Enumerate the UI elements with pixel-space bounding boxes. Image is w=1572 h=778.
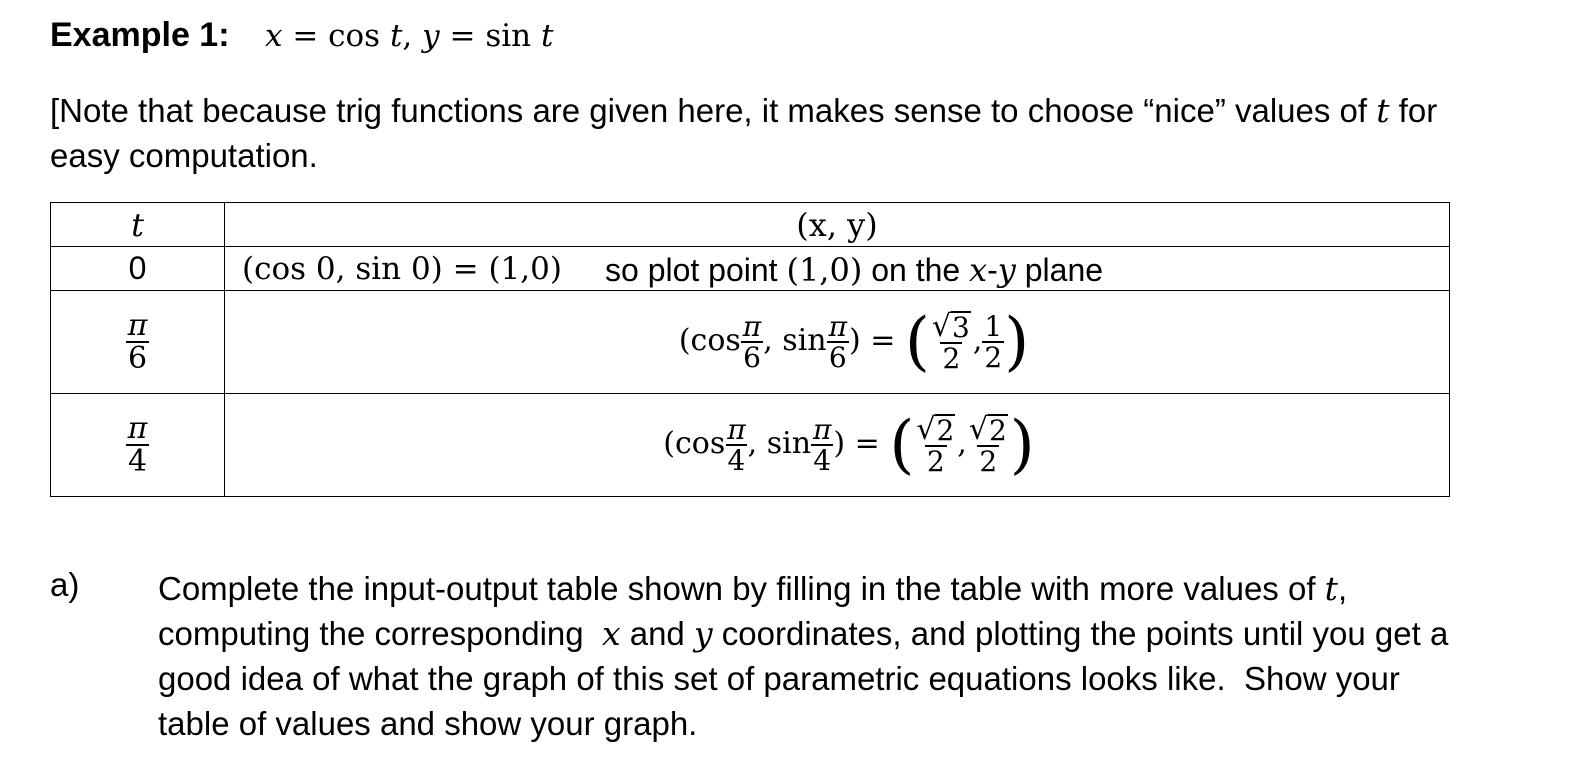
row2-sqrt-2 <box>967 411 1010 447</box>
row0-comment-point: (1,0) <box>786 251 863 289</box>
parametric-equations <box>265 18 553 54</box>
sqrt-symbol: √ <box>968 411 988 447</box>
row1-comma: , sin <box>763 323 827 358</box>
row2-comma: , sin <box>747 426 812 461</box>
part-a-text-2: , computing the corresponding <box>158 570 1357 652</box>
row2-frac1-num: π <box>727 412 746 446</box>
row1-frac2-num: π <box>828 309 847 343</box>
row0-comment-x: x <box>969 251 988 289</box>
eq-equals-1: = <box>282 18 329 54</box>
row1-frac1 <box>741 309 763 374</box>
row1-close-eq: ) = <box>848 323 905 358</box>
row1-result-frac1-den: 2 <box>942 342 961 376</box>
row2-t-den: 4 <box>127 444 148 479</box>
part-a-text-4: coordinates, and plotting the points until you get a good idea of what the graph of this set of parametric equations looks like. Show your table of values and show your graph. <box>158 615 1458 742</box>
row0-comment-dash: - <box>987 252 998 288</box>
table-header-row <box>51 203 1450 247</box>
row1-result-comma: , <box>972 323 983 358</box>
note-text-1: [Note that because trig functions are given here, it makes sense to choose “nice” values of <box>50 92 1377 129</box>
row2-frac2 <box>811 412 833 477</box>
row2-result-frac2 <box>967 411 1010 479</box>
row0-comment <box>605 251 1103 289</box>
row0-t: 0 <box>51 247 225 291</box>
row0-comment-y: y <box>997 251 1016 289</box>
row2-t <box>51 394 225 497</box>
row1-result-open-paren: ( <box>904 305 930 379</box>
table-row <box>51 247 1450 291</box>
row1-t-fraction <box>126 307 150 376</box>
note-text-2: for easy computation. <box>50 92 1438 174</box>
row2-t-fraction <box>126 410 150 479</box>
row2-sqrt1-radicand: 2 <box>936 413 955 447</box>
row1-value-cell <box>225 291 1450 394</box>
row2-result-frac1-den: 2 <box>926 445 945 479</box>
row1-result-frac2-den: 2 <box>984 341 1003 374</box>
row2-result-frac2-den: 2 <box>979 445 998 479</box>
row2-close-eq: ) = <box>833 426 890 461</box>
row2-result-close-paren: ) <box>1009 408 1035 482</box>
part-a-var-y: y <box>693 614 713 653</box>
row1-sqrt-radicand: 3 <box>952 310 970 344</box>
example-label: Example 1: <box>50 16 230 54</box>
row2-result-open-paren: ( <box>889 408 915 482</box>
row2-value-cell <box>225 394 1450 497</box>
eq-y-var: y <box>422 18 440 54</box>
example-title <box>50 16 553 55</box>
row1-result-frac2-num: 1 <box>984 309 1003 343</box>
row0-expression: (cos 0, sin 0) = (1,0) <box>242 251 562 287</box>
row2-frac1 <box>725 412 747 477</box>
input-output-table <box>50 202 1450 497</box>
row2-expression <box>663 408 1035 482</box>
row0-comment-pre: so plot point <box>605 252 787 288</box>
eq-separator: , <box>402 18 423 54</box>
row2-t-num: π <box>127 410 148 446</box>
row1-result-frac2 <box>982 309 1004 374</box>
row1-frac2 <box>827 309 849 374</box>
header-t: t <box>51 203 225 247</box>
row2-sqrt2-radicand: 2 <box>988 413 1007 447</box>
row0-comment-post: plane <box>1015 252 1104 288</box>
row1-expression <box>678 305 1030 379</box>
row2-sqrt-1 <box>914 411 957 447</box>
row2-frac2-den: 4 <box>813 444 832 477</box>
note-paragraph <box>50 88 1470 178</box>
part-a-var-t: t <box>1324 569 1338 608</box>
row1-sqrt <box>930 308 973 344</box>
row1-frac1-den: 6 <box>743 341 761 374</box>
row1-t-den: 6 <box>127 341 148 376</box>
row2-result-frac1 <box>914 411 957 479</box>
row2-result-comma: , <box>957 426 967 461</box>
table-row <box>51 394 1450 497</box>
part-a-instructions <box>158 566 1468 746</box>
row2-frac1-den: 4 <box>727 444 746 477</box>
row1-open: (cos <box>678 323 741 358</box>
eq-cos: cos <box>328 18 390 54</box>
row1-result-close-paren: ) <box>1004 305 1030 379</box>
part-a-text-3: and <box>620 615 694 652</box>
row0-comment-mid: on the <box>862 252 970 288</box>
part-a-var-x: x <box>601 614 621 653</box>
eq-sin: sin <box>485 18 541 54</box>
row1-t <box>51 291 225 394</box>
row1-frac1-num: π <box>742 309 762 343</box>
row1-result-frac1 <box>930 308 973 376</box>
eq-t-1: t <box>389 18 403 54</box>
part-a-text-1: Complete the input-output table shown by filling in the table with more values of <box>158 570 1325 607</box>
row2-open: (cos <box>663 426 726 461</box>
eq-x-var: x <box>264 18 283 54</box>
note-var-t: t <box>1376 91 1390 130</box>
header-xy: (x, y) <box>225 203 1450 247</box>
row0-value-cell <box>225 247 1450 291</box>
sqrt-symbol: √ <box>931 308 951 344</box>
sqrt-symbol: √ <box>916 411 936 447</box>
eq-t-2: t <box>541 18 554 54</box>
row1-t-num: π <box>127 307 148 343</box>
table-row <box>51 291 1450 394</box>
row1-frac2-den: 6 <box>828 341 847 374</box>
row2-frac2-num: π <box>813 412 832 446</box>
part-a-label: a) <box>50 566 80 603</box>
eq-equals-2: = <box>439 18 486 54</box>
